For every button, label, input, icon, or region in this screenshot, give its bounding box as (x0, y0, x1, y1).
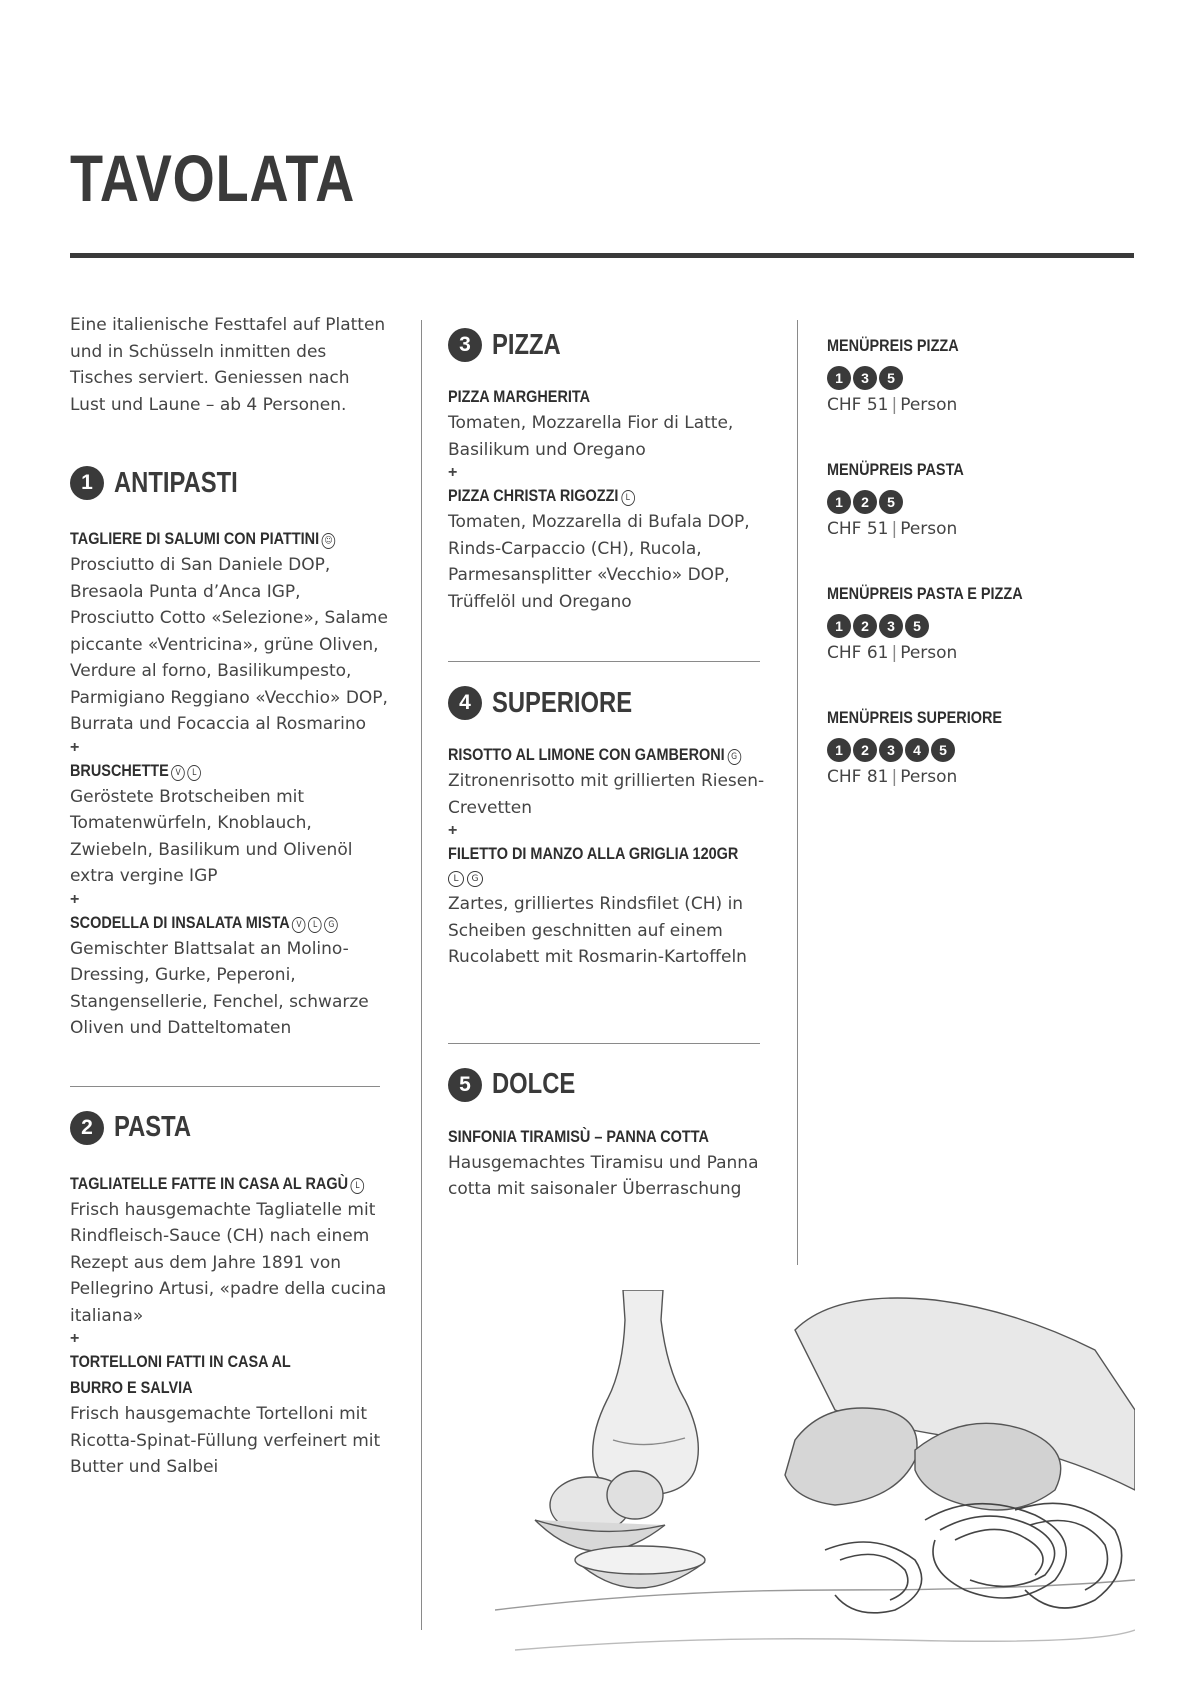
dish-description: Tomaten, Mozzarella di Bufala DOP, Rinds-Carpaccio (CH), Rucola, Parmesansplitter «Vecchio» DOP, Trüffelöl und Oregano (448, 512, 750, 612)
menu-price: CHF 61 | Person (827, 643, 958, 663)
menu-title: MENÜPREIS PASTA (827, 460, 964, 479)
allergen-vegetarian-icon: V (292, 917, 306, 933)
menu-price-block (827, 334, 1087, 418)
plus-separator: + (70, 890, 80, 908)
section-title: SUPERIORE (492, 686, 633, 719)
page-title: TAVOLATA (70, 141, 356, 215)
allergen-smiley-icon: ☺ (322, 533, 336, 549)
course-dot: 1 (827, 490, 851, 514)
course-dot: 5 (905, 614, 929, 638)
allergen-lactose-icon: L (621, 490, 635, 506)
allergen-lactose-icon: L (448, 871, 464, 887)
allergen-gluten-icon: G (727, 749, 741, 765)
menu-price: CHF 51 | Person (827, 519, 958, 539)
column-divider (421, 320, 422, 1630)
section-divider (70, 1086, 380, 1087)
dish-description: Prosciutto di San Daniele DOP, Bresaola Punta d’Anca IGP, Prosciutto Cotto «Selezione», Salame piccante «Ventricina», grüne Oliven, Verdure al forno, Basilikumpesto, Parmigiano Reggiano «Vecchio» DOP, Burrata und Focaccia al Rosmarino (70, 555, 388, 734)
dish-item (448, 742, 768, 821)
section-number-badge: 4 (448, 686, 482, 720)
allergen-gluten-icon: G (325, 917, 339, 933)
dish-name: TAGLIATELLE FATTE IN CASA AL RAGÙ L (70, 1171, 342, 1197)
plus-separator: + (70, 1330, 80, 1347)
dish-item (70, 910, 390, 1042)
dish-description: Frisch hausgemachte Tagliatelle mit Rindfleisch-Sauce (CH) nach einem Rezept aus dem Jahre 1891 von Pellegrino Artusi, «padre della cucina italiana» (70, 1199, 387, 1326)
dish-name: RISOTTO AL LIMONE CON GAMBERONI G (448, 742, 720, 768)
dish-description: Geröstete Brotscheiben mit Tomatenwürfeln, Knoblauch, Zwiebeln, Basilikum und Olivenöl extra vergine IGP (70, 786, 353, 886)
column-divider (797, 320, 798, 1265)
dish-name: PIZZA MARGHERITA (448, 387, 591, 406)
allergen-lactose-icon: L (187, 765, 201, 781)
course-dots (827, 366, 1087, 390)
allergen-lactose-icon: L (308, 917, 322, 933)
dish-description: Tomaten, Mozzarella Fior di Latte, Basilikum und Oregano (448, 413, 734, 460)
course-dot: 2 (853, 490, 877, 514)
dish-description: Zartes, grilliertes Rindsfilet (CH) in Scheiben geschnitten auf einem Rucolabett mit Rosmarin-Kartoffeln (448, 894, 747, 967)
section-number-badge: 5 (448, 1068, 482, 1102)
dish-name: BRUSCHETTE V L (70, 758, 342, 784)
course-dot: 2 (853, 614, 877, 638)
section-number-badge: 1 (70, 466, 104, 500)
section-pasta-header (70, 1111, 390, 1145)
section-pizza-header (448, 328, 768, 362)
course-dots (827, 614, 1087, 638)
allergen-lactose-icon: L (351, 1178, 365, 1194)
dish-name: PIZZA CHRISTA RIGOZZI L (448, 483, 720, 509)
course-dot: 1 (827, 614, 851, 638)
menu-price-block (827, 458, 1087, 542)
menu-title: MENÜPREIS SUPERIORE (827, 708, 1003, 727)
section-superiore-header (448, 686, 768, 720)
dish-item (70, 758, 390, 890)
section-number-badge: 3 (448, 328, 482, 362)
dish-name: TAGLIERE DI SALUMI CON PIATTINI ☺ (70, 526, 342, 552)
menu-price-block (827, 706, 1087, 790)
pasta-making-illustration (495, 1290, 1135, 1670)
column-left (70, 312, 390, 1481)
course-dot: 1 (827, 738, 851, 762)
dish-description: Gemischter Blattsalat an Molino-Dressing, Gurke, Peperoni, Stangensellerie, Fenchel, schwarze Oliven und Datteltomaten (70, 938, 369, 1038)
section-antipasti-header (70, 466, 390, 500)
dish-name: SCODELLA DI INSALATA MISTA V L G (70, 910, 342, 936)
menu-price: CHF 81 | Person (827, 767, 958, 787)
dish-item (70, 1349, 390, 1481)
course-dot: 5 (879, 366, 903, 390)
section-divider (448, 1043, 760, 1044)
dish-allergens (448, 867, 768, 887)
course-dots (827, 490, 1087, 514)
dish-item (70, 526, 390, 738)
course-dot: 4 (905, 738, 929, 762)
intro-text: Eine italienische Festtafel auf Platten und in Schüsseln inmitten des Tisches serviert. Geniessen nach Lust und Laune – ab 4 Personen. (70, 315, 386, 415)
column-right (827, 312, 1087, 830)
column-middle (448, 312, 768, 1203)
plus-separator: + (70, 738, 80, 756)
course-dot: 1 (827, 366, 851, 390)
menu-title: MENÜPREIS PIZZA (827, 336, 959, 355)
section-number-badge: 2 (70, 1111, 104, 1145)
menu-title: MENÜPREIS PASTA E PIZZA (827, 584, 1023, 603)
course-dots (827, 738, 1087, 762)
dish-item (448, 483, 768, 615)
section-title: PIZZA (492, 328, 561, 361)
section-dolce-header (448, 1068, 768, 1102)
allergen-vegetarian-icon: V (171, 765, 185, 781)
course-dot: 5 (879, 490, 903, 514)
section-title: ANTIPASTI (114, 466, 238, 499)
menu-price: CHF 51 | Person (827, 395, 958, 415)
title-divider (70, 253, 1134, 258)
course-dot: 3 (879, 614, 903, 638)
dish-item (448, 384, 768, 463)
allergen-gluten-icon: G (467, 871, 483, 887)
dish-item (70, 1171, 390, 1330)
dish-item (448, 841, 768, 971)
section-title: PASTA (114, 1111, 192, 1143)
section-divider (448, 661, 760, 662)
dish-item (448, 1124, 768, 1203)
course-dot: 3 (853, 366, 877, 390)
dish-name: TORTELLONI FATTI IN CASA AL BURRO E SALVIA (70, 1352, 291, 1397)
dish-name: FILETTO DI MANZO ALLA GRIGLIA 120GR (448, 844, 739, 863)
plus-separator: + (448, 464, 458, 481)
section-title: DOLCE (492, 1068, 576, 1100)
plus-separator: + (448, 822, 458, 839)
menu-price-block (827, 582, 1087, 666)
dish-description: Hausgemachtes Tiramisu und Panna cotta mit saisonaler Überraschung (448, 1152, 759, 1199)
dish-description: Frisch hausgemachte Tortelloni mit Ricotta-Spinat-Füllung verfeinert mit Butter und Salbei (70, 1404, 381, 1477)
course-dot: 5 (931, 738, 955, 762)
dish-name: SINFONIA TIRAMISÙ – PANNA COTTA (448, 1126, 709, 1146)
dish-description: Zitronenrisotto mit grillierten Riesen-Crevetten (448, 771, 765, 818)
course-dot: 2 (853, 738, 877, 762)
course-dot: 3 (879, 738, 903, 762)
